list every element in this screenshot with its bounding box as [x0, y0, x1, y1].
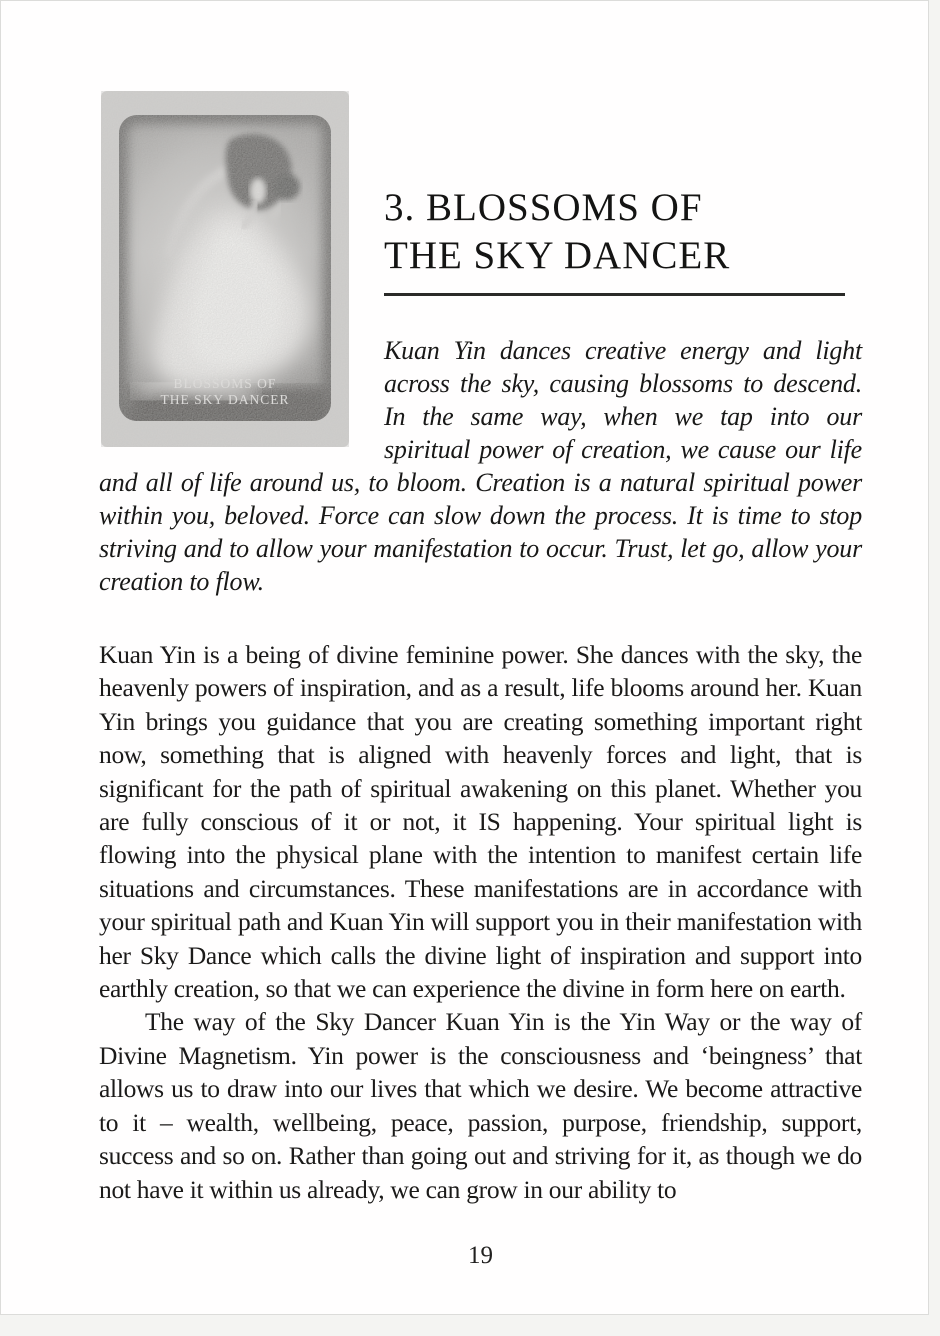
body-text — [99, 638, 862, 1206]
intro-quote: Kuan Yin dances creative energy and light across the sky, causing blossoms to descend. In the same way, when we tap into our spiritual power of creation, we cause our life and all of life around us, to bloom. Creation is a natural spiritual power within you, beloved. Force can slow down the process. It is time to stop striving and to allow your manifestation to occur. Trust, let go, allow your creation to flow. — [99, 336, 862, 596]
paragraph-2: The way of the Sky Dancer Kuan Yin is the Yin Way or the way of Divine Magnetism. Yin power is the consciousness and ‘beingness’ that allows us to draw into our lives that which we desire. We become attractive to it – wealth, wellbeing, peace, passion, purpose, friendship, support, success and so on. Rather than going out and striving for it, as though we do not have it within us already, we can grow in our ability to — [99, 1007, 862, 1204]
card-illustration — [101, 91, 349, 447]
page-number: 19 — [468, 1242, 493, 1269]
chapter-title-line2: THE SKY DANCER — [384, 234, 731, 277]
page-content — [1, 1, 928, 1206]
chapter-title-line1: 3. BLOSSOMS OF — [384, 186, 703, 229]
sky-dancer-image — [101, 91, 349, 447]
grain-texture — [101, 91, 349, 447]
title-rule — [384, 293, 845, 296]
paragraph-1: Kuan Yin is a being of divine feminine power. She dances with the sky, the heavenly powers of inspiration, and as a result, life blooms around her. Kuan Yin brings you guidance that you are creating something important right now, something that is aligned with heavenly forces and light, that is significant for the path of spiritual awakening on this planet. Whether you are fully conscious of it or not, it IS happening. Your spiritual light is flowing into the physical plane with the intention to manifest certain life situations and circumstances. These manifestations are in accordance with your spiritual path and Kuan Yin will support you in their manifestation with her Sky Dance which calls the divine light of inspiration and support into earthly creation, so that we can experience the divine in form here on earth. — [99, 640, 862, 1004]
